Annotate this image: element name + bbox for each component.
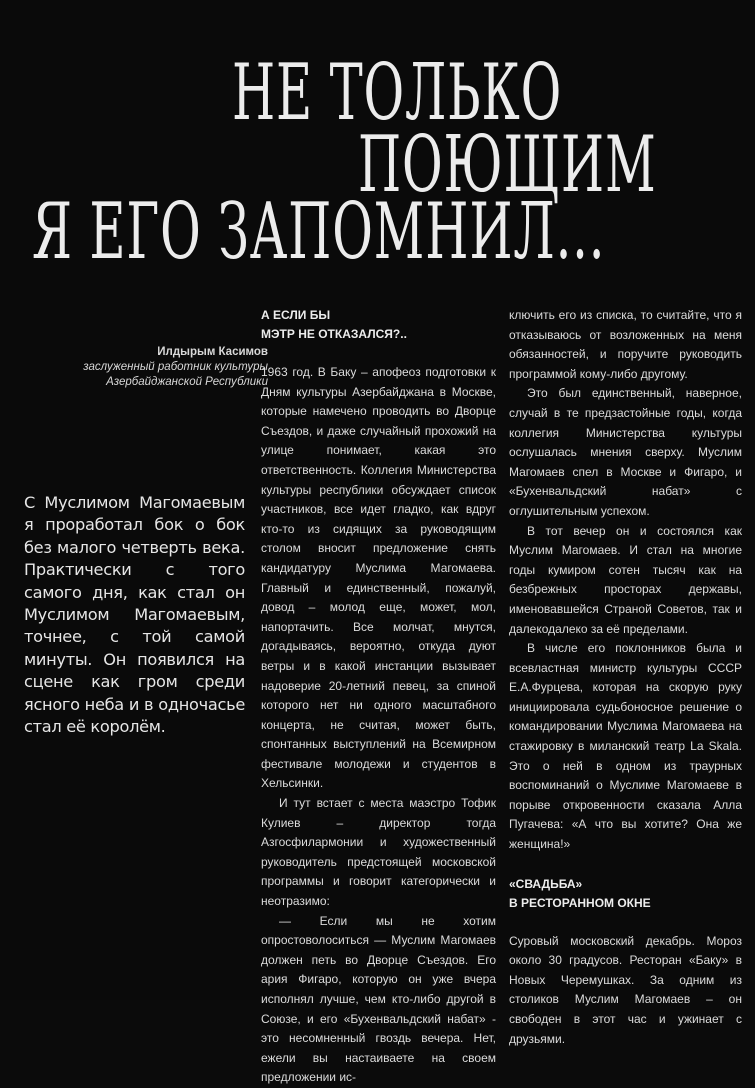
text-column-3 xyxy=(509,306,742,1049)
headline-line-3: Я ЕГО ЗАПОМНИЛ... xyxy=(32,185,606,277)
paragraph: ключить его из списка, то считайте, что я отказываюсь от возложенных на меня обязанностей, и поручите руководить программой кому-либо другому. xyxy=(509,308,742,381)
author-byline xyxy=(48,345,268,390)
author-name: Илдырым Касимов xyxy=(157,346,268,358)
author-description-line-2: Азербайджанской Республики xyxy=(106,376,268,388)
paragraph: В тот вечер он и состоялся как Муслим Магомаев. И стал на многие годы кумиром сотен тысяч как на безбрежных просторах державы, именовавшейся Страной Советов, так и далекодалеко за её пределами. xyxy=(509,523,742,636)
author-description-line-1: заслуженный работник культуры xyxy=(83,361,268,373)
headline-line-2: ПОЮЩИМ xyxy=(358,118,657,210)
section-heading-1b: МЭТР НЕ ОТКАЗАЛСЯ?.. xyxy=(261,327,407,341)
lead-paragraph: С Муслимом Магомаевым я проработал бок о бок без малого четверть века. Практически с того самого дня, как стал он Муслимом Магомаевым, точнее, с той самой минуты. Он появился на сцене как гром среди ясного неба и в одночасье стал её королём. xyxy=(24,493,245,737)
section-heading-2a: «СВАДЬБА» xyxy=(509,876,583,891)
section-heading-2b: В РЕСТОРАННОМ ОКНЕ xyxy=(509,895,651,910)
text-column-2 xyxy=(261,306,496,1088)
paragraph: Суровый московский декабрь. Мороз около 30 градусов. Ресторан «Баку» в Новых Черемушках. За одним из столиков Муслим Магомаев – он свободен в этот час и ужинает с друзьями. xyxy=(509,933,742,1046)
paragraph: В числе его поклонников была и всевластная министр культуры СССР Е.А.Фурцева, которая на скорую руку инициировала судьбоносное решение о командировании Муслима Магомаева на стажировку в миланский театр La Skala. Это о ней в одном из траурных воспоминаний о Муслиме Магомаеве в порыве откровенности сказала Алла Пугачева: «А что вы хотите? Она же женщина!» xyxy=(509,641,742,852)
paragraph: Это был единственный, наверное, случай в те предзастойные годы, когда коллегия Министерства культуры ослушалась мнения сверху. Муслим Магомаев спел в Москве и Фигаро, и «Бухенвальдский набат» с оглушительным успехом. xyxy=(509,386,742,518)
headline-line-1: НЕ ТОЛЬКО xyxy=(232,46,563,138)
section-heading-1a: А ЕСЛИ БЫ xyxy=(261,308,331,322)
paragraph: — Если мы не хотим опростоволоситься — Муслим Магомаев должен петь во Дворце Съездов. Его ария Фигаро, которую он уже вчера исполнял лучше, чем кто-либо другой в Союзе, и его «Бухенвальдский набат» - это несомненный гвоздь вечера. Нет, ежели вы настаиваете на своем предложении ис- xyxy=(261,913,496,1085)
paragraph: 1963 год. В Баку – апофеоз подготовки к Дням культуры Азербайджана в Москве, которые намечено проводить во Дворце Съездов, и даже случайный прохожий на улице понимает, какая это ответственность. Коллегия Министерства культуры республики обсуждает список участников, все идет гладко, как вдруг кто-то из сидящих за руководящим столом вносит предложение снять кандидатуру Муслима Магомаева. Главный и единственный, пожалуй, довод – молод еще, может, мол, напортачить. Все молчат, мнутся, догадываясь, вероятно, откуда дуют ветры и в какой инстанции вызывает надоверие 20-летний певец, за спиной которого нет ни одного масштабного концерта, не считая, может быть, спонтанных выступлений на Всемирном фестивале молодежи и студентов в Хельсинки. xyxy=(261,365,496,791)
paragraph: И тут встает с места маэстро Тофик Кулиев – директор тогда Азгосфилармонии и художественный руководитель предстоящей московской программы и говорит категорически и неотразимо: xyxy=(261,796,496,909)
